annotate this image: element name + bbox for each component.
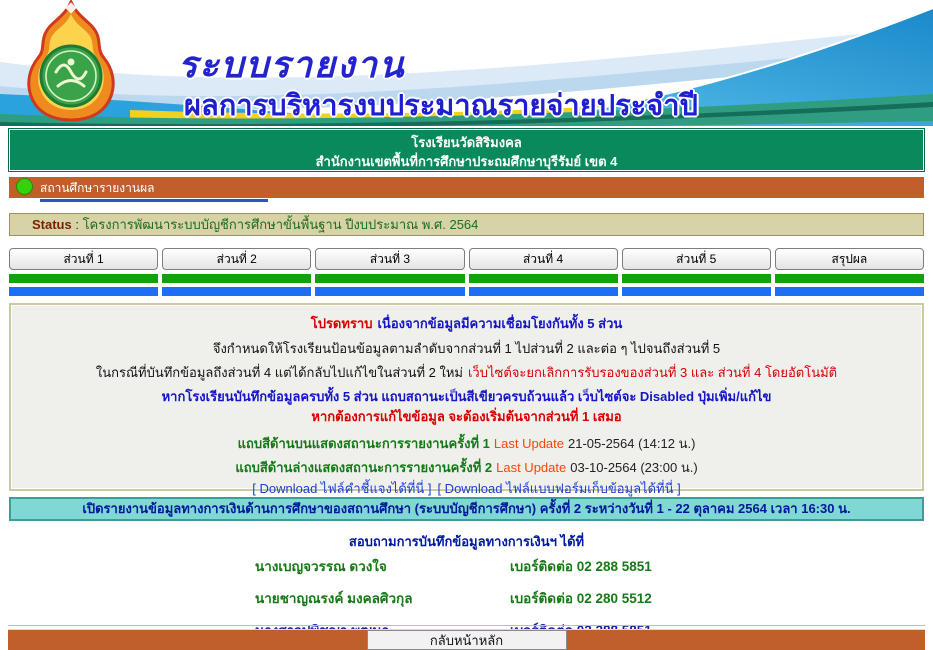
green-status-dot-icon xyxy=(16,178,33,195)
report2-segment xyxy=(315,287,464,296)
tab-summary[interactable]: สรุปผล xyxy=(775,248,924,270)
report1-segment xyxy=(315,274,464,283)
section-bar-link[interactable]: สถานศึกษารายงานผล xyxy=(40,179,268,202)
status-bar xyxy=(9,213,924,236)
notice-line-1: โปรดทราบ เนื่องจากข้อมูลมีความเชื่อมโยงกันทั้ง 5 ส่วน xyxy=(310,316,623,331)
report1-segment xyxy=(162,274,311,283)
last-update-value: 03-10-2564 (23:00 น.) xyxy=(570,460,698,475)
last-update-tag: Last Update xyxy=(496,460,567,475)
report1-segment xyxy=(9,274,158,283)
obec-logo-icon xyxy=(0,0,142,122)
report2-status-bar xyxy=(9,287,924,296)
last-update-value: 21-05-2564 (14:12 น.) xyxy=(568,436,696,451)
section-bar xyxy=(9,177,924,198)
notice-line-3: ในกรณีที่บันทึกข้อมูลถึงส่วนที่ 4 แต่ได้กลับไปแก้ไขในส่วนที่ 2 ใหม่ เว็บไซต์จะยกเลิกการรับรองของส่วนที่ 3 และ ส่วนที่ 4 โดยอัตโนมัติ xyxy=(95,365,838,380)
notice-line-4: หากโรงเรียนบันทึกข้อมูลครบทั้ง 5 ส่วน แถบสถานะเป็นสีเขียวครบถ้วนแล้ว เว็บไซต์จะ Disabled ปุ่มเพิ่ม/แก้ไข xyxy=(161,389,772,404)
footer-bar xyxy=(8,629,925,650)
report2-segment xyxy=(622,287,771,296)
report2-segment xyxy=(9,287,158,296)
page-header xyxy=(0,0,933,126)
status-separator: : xyxy=(71,217,83,232)
section-tabs xyxy=(9,248,924,270)
download-form-link[interactable]: [ Download ไฟล์แบบฟอร์มเก็บข้อมูลได้ที่นี่ ] xyxy=(437,481,681,496)
tab-part-4[interactable]: ส่วนที่ 4 xyxy=(469,248,618,270)
contact-name: นางเบญจวรรณ ดวงใจ xyxy=(255,559,387,574)
report2-segment xyxy=(469,287,618,296)
report1-status-bar xyxy=(9,274,924,283)
tab-part-1[interactable]: ส่วนที่ 1 xyxy=(9,248,158,270)
notice-line-2: จึงกำหนดให้โรงเรียนป้อนข้อมูลตามลำดับจากส่วนที่ 1 ไปส่วนที่ 2 และต่อ ๆ ไปจนถึงส่วนที่ 5 xyxy=(212,341,721,356)
contact-phone: เบอร์ติดต่อ 02 280 5512 xyxy=(510,591,652,606)
page-subtitle: ผลการบริหารงบประมาณรายจ่ายประจำปี xyxy=(184,90,698,122)
report2-segment xyxy=(162,287,311,296)
notice-downloads xyxy=(11,478,922,499)
report1-segment xyxy=(775,274,924,283)
last-update-tag: Last Update xyxy=(493,436,564,451)
report1-segment xyxy=(622,274,771,283)
tab-part-2[interactable]: ส่วนที่ 2 xyxy=(162,248,311,270)
notice-box xyxy=(9,303,924,496)
contact-phone: เบอร์ติดต่อ 02 288 5851 xyxy=(510,559,652,574)
back-home-button[interactable]: กลับหน้าหลัก xyxy=(367,630,567,650)
report2-segment xyxy=(775,287,924,296)
school-name: โรงเรียนวัดสิริมงคล xyxy=(411,135,522,150)
notice-line-5: หากต้องการแก้ไขข้อมูล จะต้องเริ่มต้นจากส่วนที่ 1 เสมอ xyxy=(311,409,622,424)
footer-divider xyxy=(8,625,925,626)
report1-segment xyxy=(469,274,618,283)
announcement-bar: เปิดรายงานข้อมูลทางการเงินด้านการศึกษาของสถานศึกษา (ระบบบัญชีการศึกษา) ครั้งที่ 2 ระหว่างวันที่ 1 - 22 ตุลาคม 2564 เวลา 16:30 น. xyxy=(9,497,924,521)
system-title: ระบบรายงาน xyxy=(178,44,406,85)
contact-name: นายชาญณรงค์ มงคลศิวกุล xyxy=(255,591,413,606)
status-label: Status xyxy=(32,217,72,232)
notice-attention: โปรดทราบ xyxy=(310,316,373,331)
school-banner xyxy=(9,129,924,171)
download-explanation-link[interactable]: [ Download ไฟล์คำชี้แจงได้ที่นี่ ] xyxy=(252,481,432,496)
notice-update-1: แถบสีด้านบนแสดงสถานะการรายงานครั้งที่ 1 Last Update 21-05-2564 (14:12 น.) xyxy=(237,436,696,451)
status-text: โครงการพัฒนาระบบบัญชีการศึกษาขั้นพื้นฐาน ปีงบประมาณ พ.ศ. 2564 xyxy=(82,217,479,232)
tab-part-5[interactable]: ส่วนที่ 5 xyxy=(622,248,771,270)
contact-heading: สอบถามการบันทึกข้อมูลทางการเงินฯ ได้ที่ xyxy=(348,534,585,549)
district-name: สำนักงานเขตพื้นที่การศึกษาประถมศึกษาบุรีรัมย์ เขต 4 xyxy=(315,154,618,169)
tab-part-3[interactable]: ส่วนที่ 3 xyxy=(315,248,464,270)
notice-update-2: แถบสีด้านล่างแสดงสถานะการรายงานครั้งที่ 2 Last Update 03-10-2564 (23:00 น.) xyxy=(235,460,698,475)
